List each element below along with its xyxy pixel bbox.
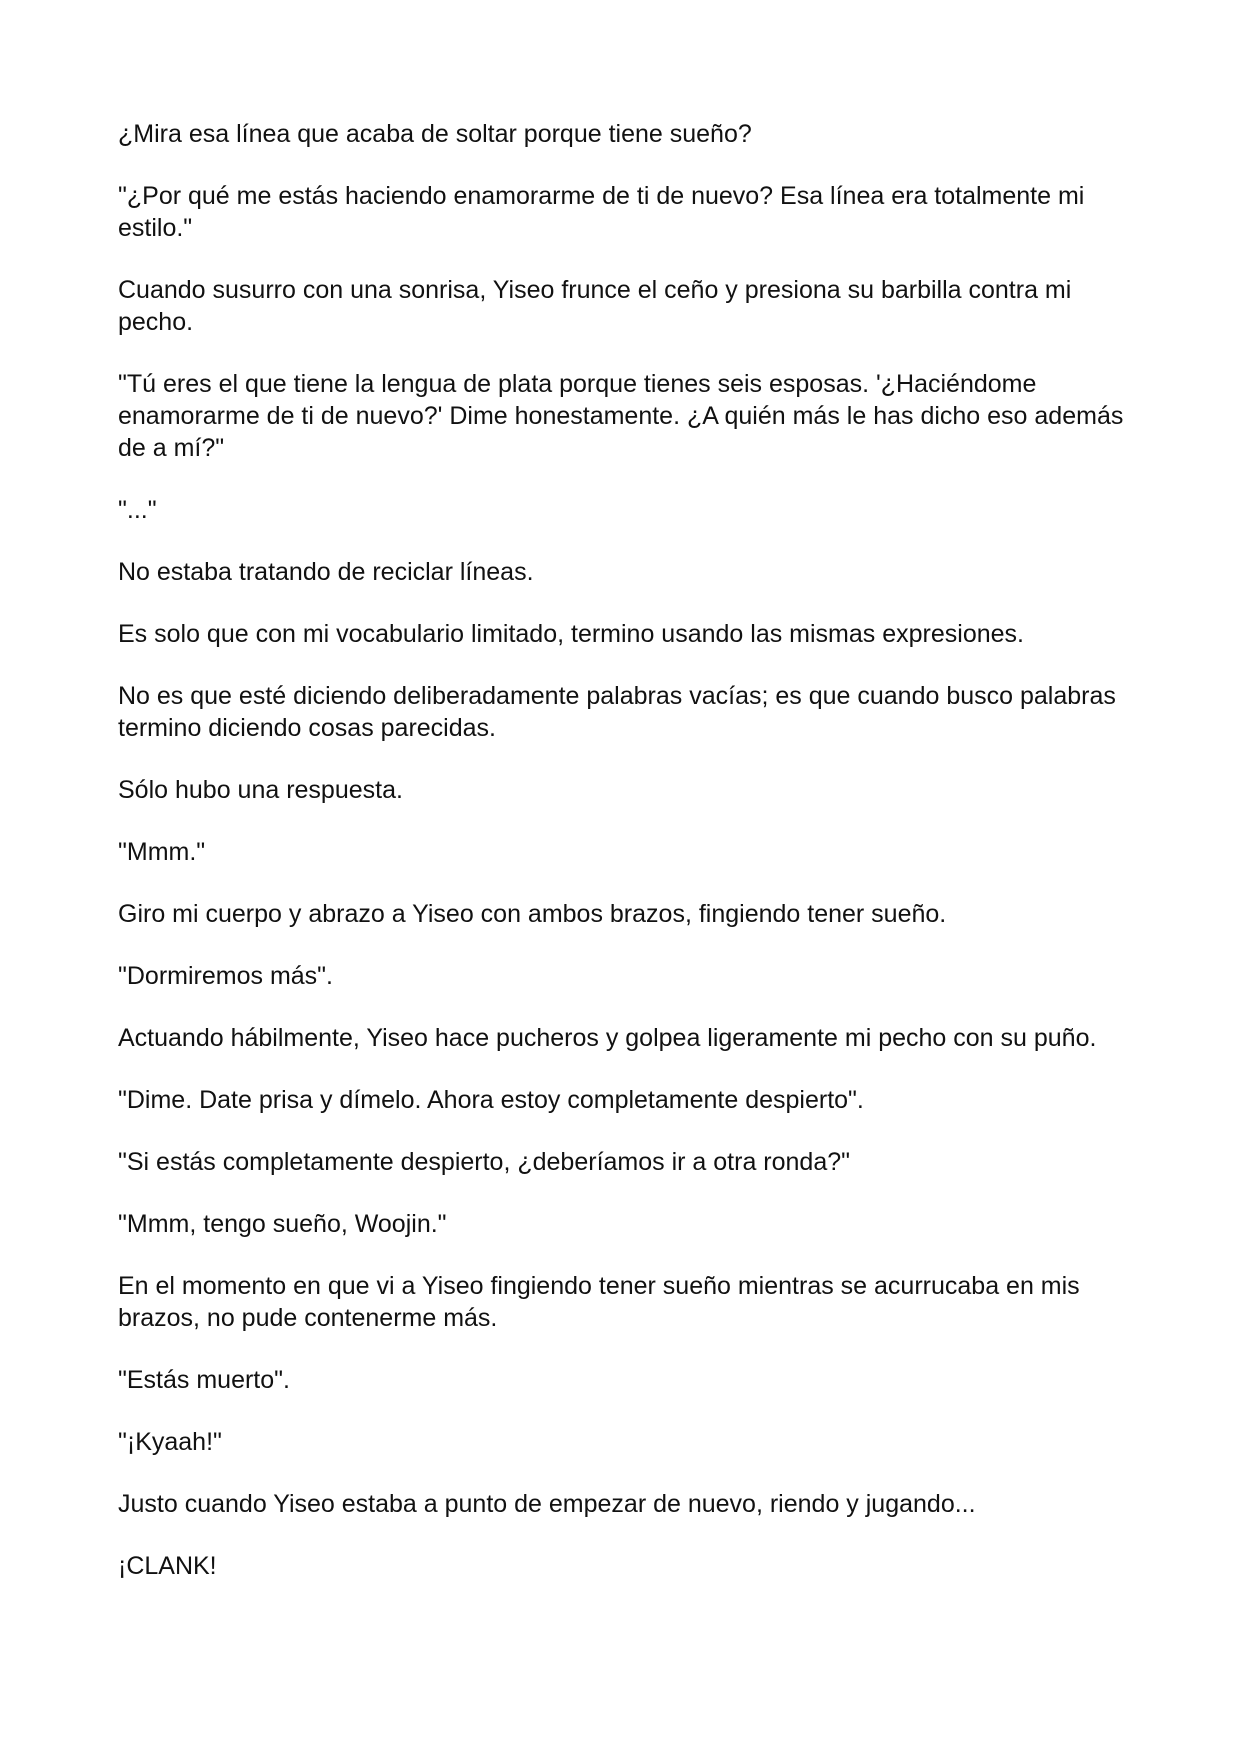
paragraph: "Estás muerto".	[118, 1366, 290, 1394]
paragraph: En el momento en que vi a Yiseo fingiendo tener sueño mientras se acurrucaba en mis brazos, no pude contenerme más.	[118, 1272, 1080, 1332]
paragraph: Justo cuando Yiseo estaba a punto de empezar de nuevo, riendo y jugando...	[118, 1490, 976, 1518]
paragraph: Es solo que con mi vocabulario limitado, termino usando las mismas expresiones.	[118, 620, 1024, 648]
paragraph: "Mmm, tengo sueño, Woojin."	[118, 1210, 447, 1238]
paragraph: Actuando hábilmente, Yiseo hace pucheros y golpea ligeramente mi pecho con su puño.	[118, 1024, 1097, 1052]
paragraph: "Dime. Date prisa y dímelo. Ahora estoy completamente despierto".	[118, 1086, 864, 1114]
paragraph: Sólo hubo una respuesta.	[118, 776, 403, 804]
paragraph: ¿Mira esa línea que acaba de soltar porque tiene sueño?	[118, 120, 752, 148]
paragraph: "Mmm."	[118, 838, 206, 866]
paragraph: "Dormiremos más".	[118, 962, 333, 990]
paragraph: No es que esté diciendo deliberadamente palabras vacías; es que cuando busco palabras termino diciendo cosas parecidas.	[118, 682, 1116, 742]
paragraph: "..."	[118, 496, 157, 524]
paragraph: "Tú eres el que tiene la lengua de plata porque tienes seis esposas. '¿Haciéndome enamorarme de ti de nuevo?' Dime honestamente. ¿A quién más le has dicho eso además de a mí?"	[118, 370, 1124, 462]
paragraph: No estaba tratando de reciclar líneas.	[118, 558, 534, 586]
document-body	[118, 118, 1138, 1612]
paragraph: "¡Kyaah!"	[118, 1428, 222, 1456]
paragraph: Giro mi cuerpo y abrazo a Yiseo con ambos brazos, fingiendo tener sueño.	[118, 900, 947, 928]
paragraph: ¡CLANK!	[118, 1552, 217, 1580]
paragraph: "Si estás completamente despierto, ¿deberíamos ir a otra ronda?"	[118, 1148, 851, 1176]
paragraph: "¿Por qué me estás haciendo enamorarme de ti de nuevo? Esa línea era totalmente mi estilo."	[118, 182, 1085, 242]
paragraph: Cuando susurro con una sonrisa, Yiseo frunce el ceño y presiona su barbilla contra mi pecho.	[118, 276, 1072, 336]
